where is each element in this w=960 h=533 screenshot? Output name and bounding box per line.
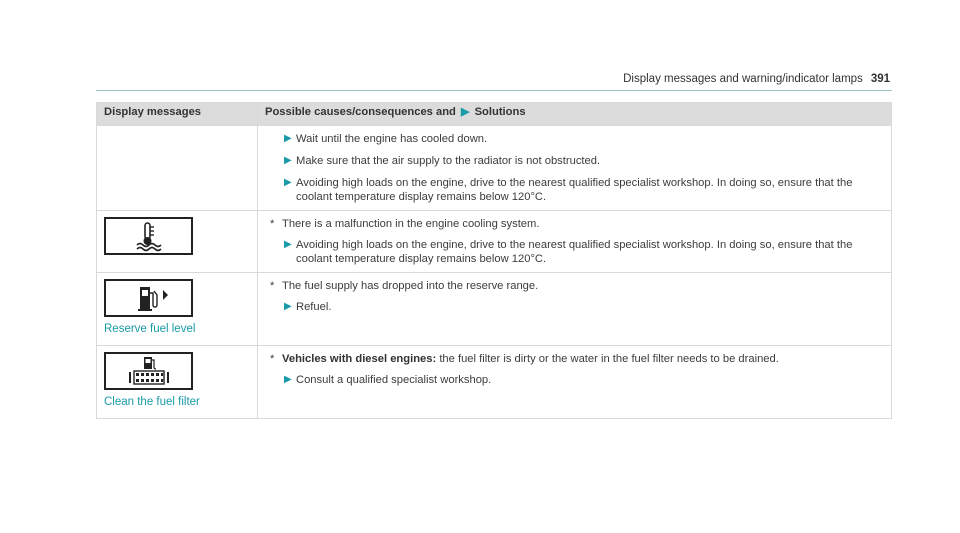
cause-body: There is a malfunction in the engine cooling system.	[282, 218, 540, 230]
solution-step	[270, 300, 883, 314]
header-rule	[96, 90, 892, 91]
solutions-cell	[258, 126, 892, 211]
step-text: Consult a qualified specialist workshop.	[296, 374, 492, 386]
triangle-arrow-icon: ▶	[284, 239, 292, 250]
col-solutions-header-text: Solutions	[474, 106, 526, 118]
table-row	[97, 346, 892, 419]
coolant-temperature-icon	[104, 217, 193, 255]
asterisk: *	[270, 280, 275, 292]
solutions-cell	[258, 346, 892, 419]
step-text: Wait until the engine has cooled down.	[296, 133, 488, 145]
asterisk: *	[270, 353, 275, 365]
solution-step	[270, 373, 883, 387]
step-text: Make sure that the air supply to the radiator is not obstructed.	[296, 155, 601, 167]
cause-bold: Vehicles with diesel engines:	[282, 353, 437, 365]
display-cell	[97, 346, 258, 419]
triangle-arrow-icon: ▶	[284, 177, 292, 188]
cause-body: the fuel filter is dirty or the water in the fuel filter needs to be drained.	[439, 353, 779, 365]
triangle-arrow-icon: ▶	[284, 155, 292, 166]
table-row	[97, 126, 892, 211]
running-head	[623, 73, 890, 85]
col-causes-header-text: Possible causes/consequences and	[265, 106, 456, 118]
triangle-arrow-icon: ▶	[461, 106, 470, 118]
solution-step	[270, 154, 883, 168]
triangle-arrow-icon: ▶	[284, 133, 292, 144]
reserve-fuel-label: Reserve fuel level	[104, 323, 196, 335]
cause-body: The fuel supply has dropped into the reserve range.	[282, 280, 539, 292]
cause-text	[270, 352, 883, 366]
solutions-cell	[258, 211, 892, 273]
table-row	[97, 273, 892, 346]
col-display-messages-header: Display messages	[97, 103, 258, 126]
running-head-title: Display messages and warning/indicator lamps	[623, 73, 863, 85]
table-header-row	[97, 103, 892, 126]
solution-step	[270, 132, 883, 146]
table-row	[97, 211, 892, 273]
triangle-arrow-icon: ▶	[284, 374, 292, 385]
fuel-pump-icon	[104, 279, 193, 317]
display-cell	[97, 273, 258, 346]
display-cell	[97, 126, 258, 211]
cause-text	[270, 279, 883, 293]
step-text: Avoiding high loads on the engine, drive to the nearest qualified specialist workshop. In doing so, ensure that the coolant temperature display remains below 120°C.	[296, 177, 853, 203]
solution-step	[270, 176, 883, 204]
triangle-arrow-icon: ▶	[284, 301, 292, 312]
solution-step	[270, 238, 883, 266]
clean-fuel-filter-label: Clean the fuel filter	[104, 396, 200, 408]
messages-table	[96, 102, 892, 419]
asterisk: *	[270, 218, 275, 230]
fuel-filter-icon	[104, 352, 193, 390]
display-cell	[97, 211, 258, 273]
step-text: Refuel.	[296, 301, 332, 313]
page-number: 391	[870, 73, 890, 85]
col-causes-header	[258, 103, 892, 126]
step-text: Avoiding high loads on the engine, drive to the nearest qualified specialist workshop. In doing so, ensure that the coolant temperature display remains below 120°C.	[296, 239, 853, 265]
solutions-cell	[258, 273, 892, 346]
cause-text	[270, 217, 883, 231]
